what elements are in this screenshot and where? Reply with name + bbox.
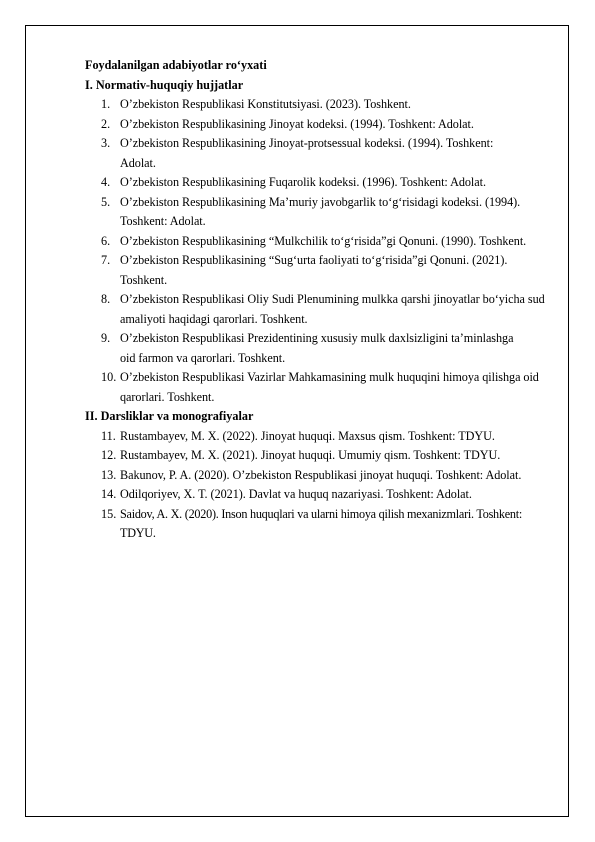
item-text: Bakunov, P. A. (2020). O’zbekiston Respublikasi jinoyat huquqi. Toshkent: Adolat. [120,467,522,482]
item-number: 3. [101,136,111,150]
item-text: O’zbekiston Respublikasining Jinoyat-protsessual kodeksi. (1994). Toshkent: Adolat. [120,136,494,170]
item-text: O’zbekiston Respublikasining Fuqarolik kodeksi. (1996). Toshkent: Adolat. [120,175,486,189]
item-text: Saidov, A. X. (2020). Inson huquqlari va ularni himoya qilish mexanizmlari. Toshkent: TDYU. [120,506,523,540]
section-heading-textbooks: II. Darsliklar va monografiyalar [85,409,254,423]
item-text: O’zbekiston Respublikasining Ma’muriy javobgarlik to‘g‘risidagi kodeksi. (1994). Toshkent: Adolat. [120,194,521,228]
item-text: O’zbekiston Respublikasi Oliy Sudi Plenumining mulkka qarshi jinoyatlar bo‘yicha sud amaliyoti haqidagi qarorlari. Toshkent. [120,292,545,326]
item-number: 12. [101,448,117,462]
list-item [85,193,560,232]
list-item [85,173,560,193]
item-number: 9. [101,331,111,345]
item-text: O’zbekiston Respublikasining “Mulkchilik to‘g‘risida”gi Qonuni. (1990). Toshkent. [120,233,527,248]
item-text: O’zbekiston Respublikasi Konstitutsiyasi. (2023). Toshkent. [120,97,411,111]
reference-list-textbooks [85,427,560,544]
list-item [85,329,560,368]
reference-list-normative [85,95,560,407]
item-number: 5. [101,194,111,209]
item-number: 2. [101,116,111,131]
list-item [85,485,560,505]
section-heading-normative: I. Normativ-huquqiy hujjatlar [85,77,244,92]
item-text: Odilqoriyev, X. T. (2021). Davlat va huquq nazariyasi. Toshkent: Adolat. [120,487,472,501]
item-text: O’zbekiston Respublikasining Jinoyat kodeksi. (1994). Toshkent: Adolat. [120,116,474,131]
item-text: O’zbekiston Respublikasi Vazirlar Mahkamasining mulk huquqini himoya qilishga oid qarorlari. Toshkent. [120,370,539,404]
document-title: Foydalanilgan adabiyotlar ro‘yxati [85,58,267,72]
item-number: 6. [101,233,111,248]
item-text: Rustambayev, M. X. (2021). Jinoyat huquqi. Umumiy qism. Toshkent: TDYU. [120,448,501,462]
item-text: O’zbekiston Respublikasining “Sug‘urta faoliyati to‘g‘risida”gi Qonuni. (2021). Toshkent. [120,253,508,287]
item-number: 11. [101,428,116,443]
list-item [85,134,560,173]
list-item [85,466,560,486]
list-item [85,427,560,447]
item-text: O’zbekiston Respublikasi Prezidentining xususiy mulk daxlsizligini ta’minlashga oid farmon va qarorlari. Toshkent. [120,331,514,365]
document-body [85,56,560,544]
item-number: 13. [101,467,117,482]
list-item [85,446,560,466]
list-item [85,251,560,290]
list-item [85,368,560,407]
list-item [85,290,560,329]
item-number: 4. [101,175,111,189]
list-item [85,505,560,544]
item-number: 14. [101,487,117,501]
list-item [85,95,560,115]
item-text: Rustambayev, M. X. (2022). Jinoyat huquqi. Maxsus qism. Toshkent: TDYU. [120,428,495,443]
list-item [85,115,560,135]
item-number: 15. [101,506,117,521]
item-number: 8. [101,292,111,306]
item-number: 1. [101,97,111,111]
item-number: 10. [101,370,117,384]
list-item [85,232,560,252]
item-number: 7. [101,253,111,267]
